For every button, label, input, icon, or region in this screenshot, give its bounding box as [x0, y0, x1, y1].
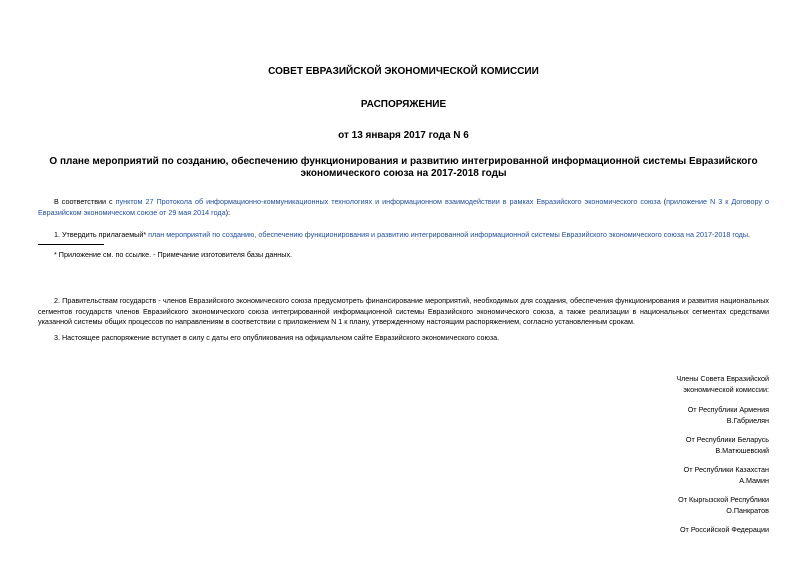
signature-country: От Российской Федерации	[679, 525, 769, 534]
paragraph-preamble	[38, 197, 769, 218]
signature-kyrgyzstan	[678, 495, 769, 516]
paragraph-1-suffix: .	[748, 230, 751, 239]
document-type: РАСПОРЯЖЕНИЕ	[360, 99, 447, 110]
signature-name: О.Панкратов	[726, 505, 769, 515]
signature-name: В.Матюшевский	[715, 445, 769, 455]
signature-russia	[680, 525, 769, 536]
paragraph-2: 2. Правительствам государств - членов Евразийского экономического союза предусмотреть финансирование мероприятий, необходимых для создания, обеспечения функционирования и развития национальных сегментов государств членов Евразийского экономического союза интегрированной информационной системы Евразийского экономического союза, а также реализации в национальных сегментах средствами указанной системы общих процессов по направлениям в соответствии с приложением N 1 к плану, утвержденному настоящим распоряжением, согласно установленным срокам.	[38, 296, 769, 326]
document-date-number: от 13 января 2017 года N 6	[338, 130, 469, 141]
signature-country: От Республики Армения	[687, 405, 769, 414]
paragraph-1	[38, 230, 769, 241]
signature-country: От Республики Беларусь	[685, 435, 769, 444]
signature-name: А.Мамин	[739, 475, 769, 485]
protocol-link[interactable]: пунктом 27 Протокола об информационно-коммуникационных технологиях и информационном взаимодействии в рамках Евразийского экономического союза	[115, 197, 661, 206]
signature-country: От Кыргызской Республики	[678, 495, 769, 504]
paragraph-1-prefix: 1. Утвердить прилагаемый*	[54, 230, 149, 239]
footnote-divider	[38, 244, 104, 245]
treaty-link[interactable]: приложение N 3 к Договору о Евразийском экономическом союзе от 29 мая 2014 года	[38, 197, 770, 217]
plan-link[interactable]: план мероприятий по созданию, обеспечению функционирования и развитию интегрированной информационной системы Евразийского экономического союза на 2017-2018 годы	[148, 230, 749, 239]
document-title: О плане мероприятий по созданию, обеспечению функционирования и развитию интегрированной информационной системы Евразийского экономического союза на 2017-2018 годы	[49, 156, 758, 179]
signature-kazakhstan	[684, 465, 769, 486]
signatures-intro-line2: экономической комиссии:	[683, 384, 769, 394]
signature-belarus	[686, 435, 769, 456]
signatures-intro	[676, 374, 769, 395]
preamble-suffix: ):	[225, 207, 231, 217]
preamble-prefix: В соответствии с	[54, 197, 116, 206]
organization-heading: СОВЕТ ЕВРАЗИЙСКОЙ ЭКОНОМИЧЕСКОЙ КОМИССИИ	[268, 66, 539, 77]
signature-country: От Республики Казахстан	[683, 465, 769, 474]
preamble-mid: (	[660, 197, 667, 206]
signatures-intro-line1: Члены Совета Евразийской	[676, 374, 769, 383]
signature-name: В.Габриелян	[726, 415, 769, 425]
signature-armenia	[688, 405, 769, 426]
paragraph-3: 3. Настоящее распоряжение вступает в силу с даты его опубликования на официальном сайте Евразийского экономического союза.	[54, 333, 500, 342]
footnote: * Приложение см. по ссылке. - Примечание изготовителя базы данных.	[54, 250, 293, 259]
